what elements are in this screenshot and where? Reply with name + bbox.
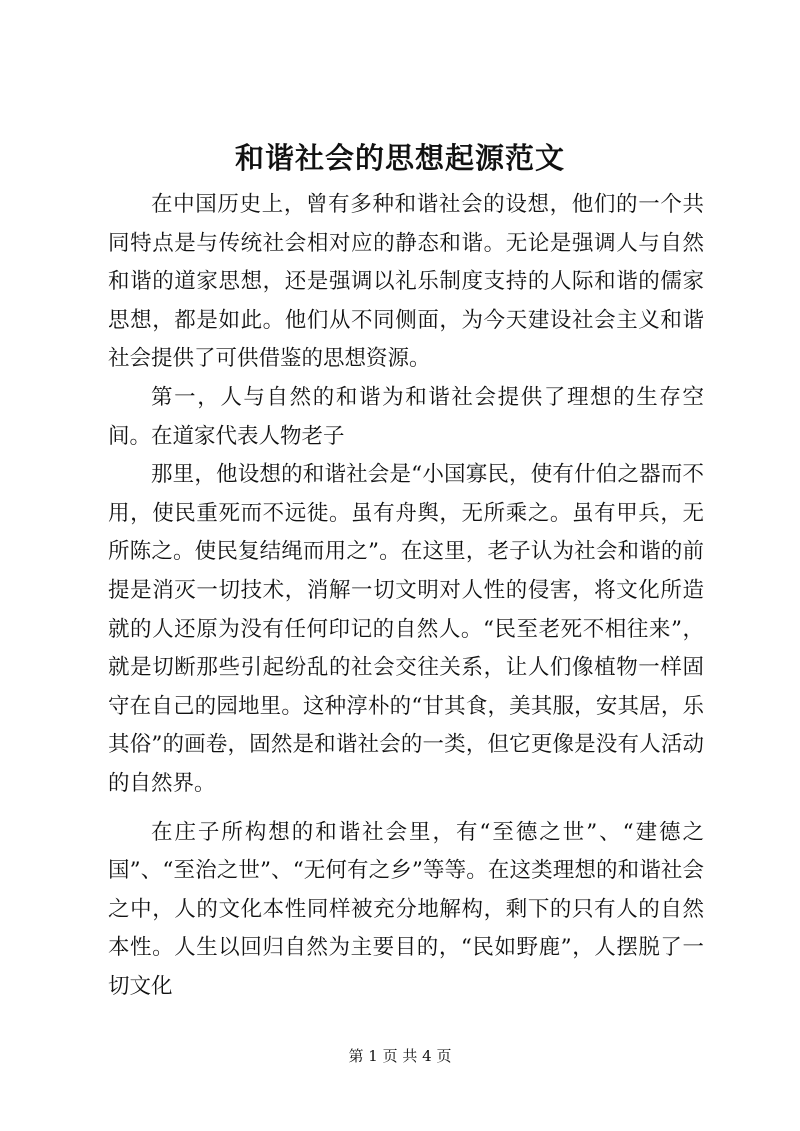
document-body <box>108 186 704 1006</box>
paragraph-4: 在庄子所构想的和谐社会里，有“至德之世”、“建德之国”、“至治之世”、“无何有之乡”等等。在这类理想的和谐社会之中，人的文化本性同样被充分地解构，剩下的只有人的自然本性。人生以回归自然为主要目的，“民如野鹿”，人摆脱了一切文化 <box>108 819 704 999</box>
document-title: 和谐社会的思想起源范文 <box>234 141 565 175</box>
paragraph-1: 在中国历史上，曾有多种和谐社会的设想，他们的一个共同特点是与传统社会相对应的静态和谐。无论是强调人与自然和谐的道家思想，还是强调以礼乐制度支持的人际和谐的儒家思想，都是如此。他们从不同侧面，为今天建设社会主义和谐社会提供了可供借鉴的思想资源。 <box>108 192 704 372</box>
paragraph-3: 那里，他设想的和谐社会是“小国寡民，使有什伯之器而不用，使民重死而不远徙。虽有舟舆，无所乘之。虽有甲兵，无所陈之。使民复结绳而用之”。在这里，老子认为社会和谐的前提是消灭一切技术，消解一切文明对人性的侵害，将文化所造就的人还原为没有任何印记的自然人。“民至老死不相往来”，就是切断那些引起纷乱的社会交往关系，让人们像植物一样固守在自己的园地里。这种淳朴的“甘其食，美其服，安其居，乐其俗”的画卷，固然是和谐社会的一类，但它更像是没有人活动的自然界。 <box>108 462 704 796</box>
paragraph-2: 第一，人与自然的和谐为和谐社会提供了理想的生存空间。在道家代表人物老子 <box>108 384 704 449</box>
page-footer: 第 1 页 共 4 页 <box>348 1047 452 1065</box>
